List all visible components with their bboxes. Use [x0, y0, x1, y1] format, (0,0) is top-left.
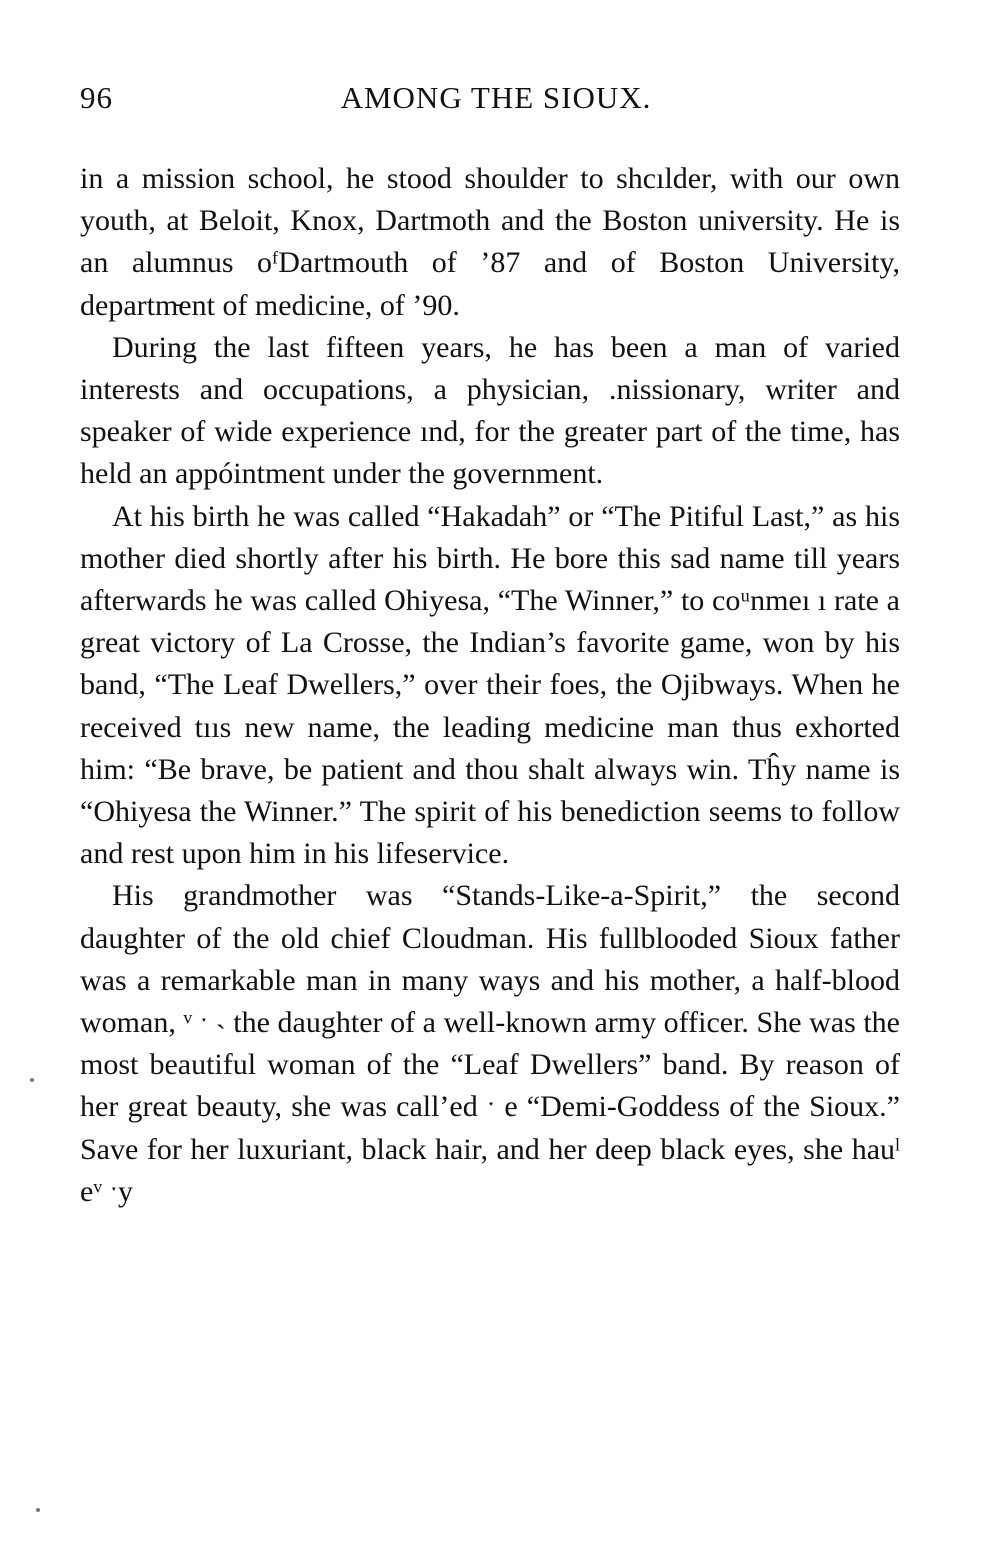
- paragraph-education: in a mission school, he stood shoulder to shcılder, with our own youth, at Beloit, Knox, Dartmoth and the Boston university. He is an alumnus oᶠDartmouth of ’87 and of Boston University, departm̵ent of medicine, of ’90.: [80, 162, 900, 322]
- page-number: 96: [80, 80, 113, 115]
- paragraph-naming: At his birth he was called “Hakadah” or “The Pitiful Last,” as his mother died shortly after his birth. He bore this sad name till years afterwards he was called Ohiyesa, “The Winner,” to coᵘnmeı ı rate a great victory of La Crosse, the Indian’s favorite game, won by his band, “The Leaf Dwellers,” over their foes, the Ojibways. When he received tııs new name, the leading medicine man thus exhorted him: “Be brave, be patient and thou shalt always win. Tĥy name is “Ohiyesa the Winner.” The spirit of his benediction seems to follow and rest upon him in his lifeservice.: [80, 499, 900, 871]
- page-title: AMONG THE SIOUX.: [340, 80, 652, 115]
- paragraph-career: During the last fifteen years, he has been a man of varied interests and occupations, a physician, .nissionary, writer and speaker of wide experience ınd, for the greater part of the time, has held an appóintment under the government.: [80, 330, 900, 491]
- margin-speck: [30, 1078, 34, 1082]
- body-text: [80, 158, 900, 1213]
- running-head: [80, 80, 912, 124]
- margin-speck: [36, 1508, 40, 1512]
- paragraph-family: His grandmother was “Stands-Like-a-Spirit,” the second daughter of the old chief Cloudman. His fullblooded Sioux father was a remarkable man in many ways and his mother, a half-blood woman, ᵛ ˑ ˴ the daughter of a well-known army officer. She was the most beautiful woman of the “Leaf Dwellers” band. By reason of her great beauty, she was call’ed ˑ e “Demi-Goddess of the Sioux.” Save for her luxuriant, black hair, and her deep black eyes, she hauˡ eᵛ ˑy: [80, 879, 900, 1208]
